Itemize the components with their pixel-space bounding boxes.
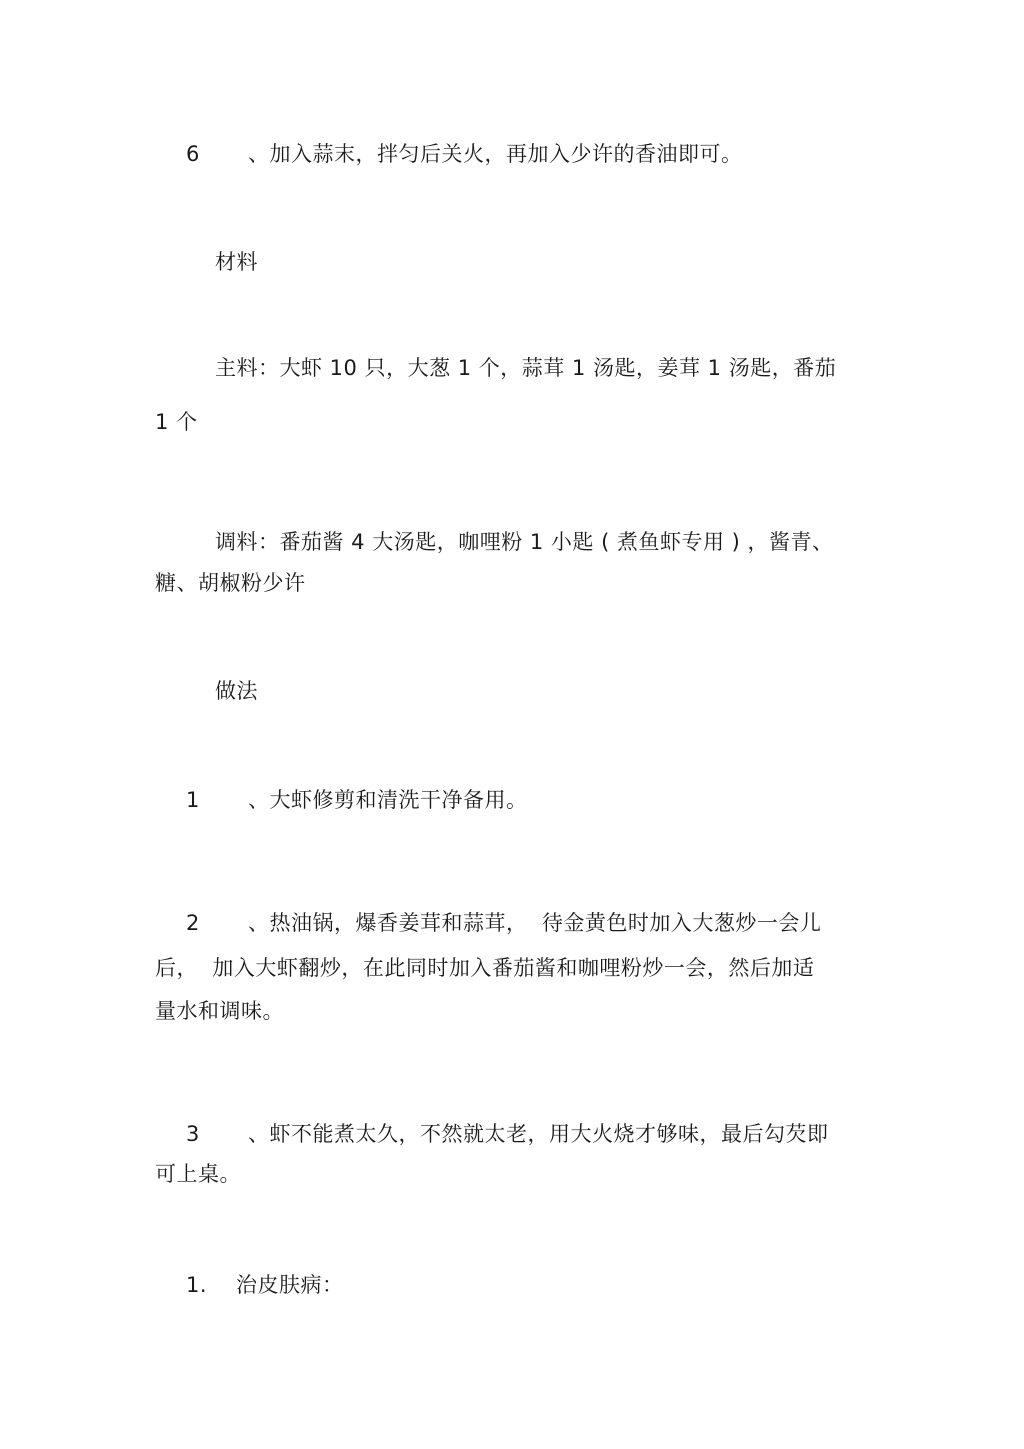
step-text: 、大虾修剪和清洗干净备用。 [248, 788, 528, 812]
main-ingredients-line-2: 1 个 [155, 410, 198, 434]
benefit-text: 治皮肤病： [236, 1273, 344, 1297]
step-6 [186, 141, 743, 167]
step-3-line-2: 可上桌。 [155, 1162, 241, 1186]
benefit-number: 1. [186, 1273, 208, 1297]
step-1 [186, 787, 528, 813]
step-text: 、虾不能煮太久，不然就太老，用大火烧才够味，最后勾芡即 [248, 1122, 829, 1146]
materials-heading: 材料 [215, 250, 258, 274]
seasoning-line-1: 调料：番茄酱 4 大汤匙，咖哩粉 1 小匙 ( 煮鱼虾专用 ) ，酱青、 [215, 530, 834, 554]
main-ingredients-line-1: 主料：大虾 10 只，大葱 1 个，蒜茸 1 汤匙，姜茸 1 汤匙，番茄 [215, 356, 837, 380]
method-heading: 做法 [215, 679, 258, 703]
seasoning-line-2: 糖、胡椒粉少许 [155, 571, 306, 595]
step-text: 、热油锅，爆香姜茸和蒜茸， 待金黄色时加入大葱炒一会儿 [248, 911, 822, 935]
step-2-line-3: 量水和调味。 [155, 999, 284, 1023]
step-number: 2 [186, 911, 200, 935]
step-2-line-2: 后， 加入大虾翻炒，在此同时加入番茄酱和咖哩粉炒一会，然后加适 [155, 956, 815, 980]
step-number: 1 [186, 788, 200, 812]
benefit-1 [186, 1272, 344, 1298]
step-number: 6 [186, 142, 200, 166]
step-text: 、加入蒜末，拌匀后关火，再加入少许的香油即可。 [248, 142, 743, 166]
step-number: 3 [186, 1122, 200, 1146]
step-3-line-1 [186, 1121, 829, 1147]
step-2-line-1 [186, 910, 821, 936]
